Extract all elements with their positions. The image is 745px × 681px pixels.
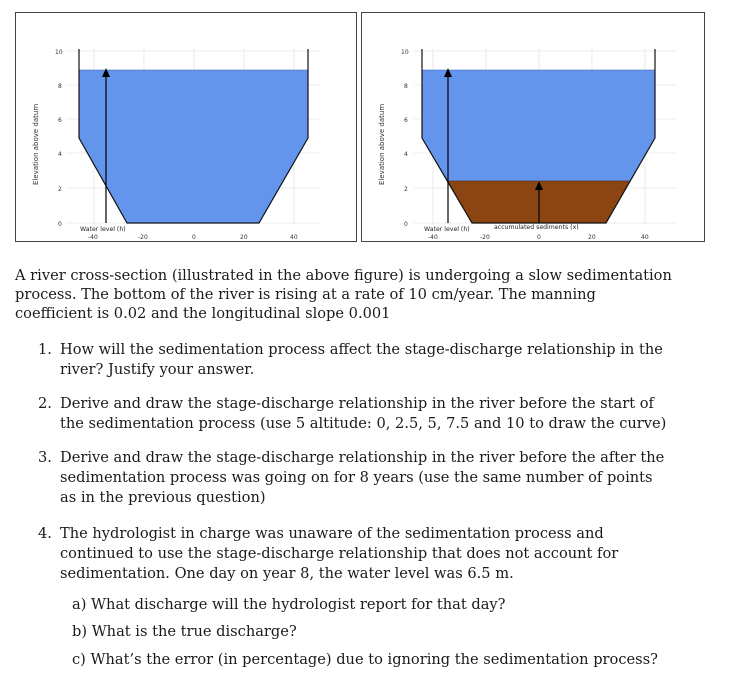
sediment-label: accumulated sediments (x) bbox=[494, 224, 579, 231]
subquestion-text: What is the true discharge? bbox=[91, 623, 297, 640]
x-tick: 20 bbox=[240, 234, 248, 241]
y-axis-label: Elevation above datum bbox=[378, 103, 386, 185]
question-number: 4. bbox=[38, 525, 52, 542]
water-area bbox=[422, 70, 655, 181]
subquestion-b bbox=[72, 622, 297, 641]
question-1 bbox=[38, 340, 668, 380]
question-text: Derive and draw the stage-discharge relationship in the river before the start of the sedimentation process (use 5 altitude: 0, 2.5, 5, 7.5 and 10 to draw the curve) bbox=[60, 395, 667, 432]
subquestion-text: What’s the error (in percentage) due to ignoring the sedimentation process? bbox=[90, 651, 658, 668]
x-tick: 40 bbox=[290, 234, 298, 241]
x-tick: 40 bbox=[641, 234, 649, 241]
y-tick: 0 bbox=[58, 221, 62, 228]
cross-section-plot-after bbox=[362, 13, 706, 243]
x-tick: -40 bbox=[88, 234, 98, 241]
y-tick: 4 bbox=[58, 151, 62, 158]
y-tick: 10 bbox=[401, 49, 409, 56]
y-tick: 0 bbox=[404, 221, 408, 228]
y-tick: 4 bbox=[404, 151, 408, 158]
y-tick: 10 bbox=[55, 49, 63, 56]
question-text: Derive and draw the stage-discharge relationship in the river before the after the sedimentation process was going on for 8 years (use the same number of points as in the previous question) bbox=[60, 449, 665, 506]
subquestion-label: b) bbox=[72, 623, 88, 640]
question-text: The hydrologist in charge was unaware of the sedimentation process and continued to use the stage-discharge relationship that does not account for sedimentation. One day on year 8, the water level was 6.5 m. bbox=[60, 525, 619, 582]
y-axis-label: Elevation above datum bbox=[32, 103, 40, 185]
subquestion-label: c) bbox=[72, 651, 86, 668]
y-tick: 6 bbox=[404, 117, 408, 124]
question-3 bbox=[38, 448, 668, 508]
subquestion-c bbox=[72, 650, 658, 669]
x-tick: 0 bbox=[192, 234, 196, 241]
x-tick: -40 bbox=[428, 234, 438, 241]
y-tick: 2 bbox=[58, 186, 62, 193]
water-area bbox=[79, 70, 308, 223]
x-tick: 0 bbox=[537, 234, 541, 241]
y-tick: 8 bbox=[404, 83, 408, 90]
cross-section-plot-before bbox=[16, 13, 358, 243]
problem-intro: A river cross-section (illustrated in the above figure) is undergoing a slow sedimentation process. The bottom of the river is rising at a rate of 10 cm/year. The manning coefficient is 0.02 and the longitudinal slope 0.001 bbox=[15, 267, 672, 322]
figure-after-sedimentation bbox=[361, 12, 705, 242]
question-text: How will the sedimentation process affect the stage-discharge relationship in the river? Justify your answer. bbox=[60, 341, 663, 378]
question-number: 2. bbox=[38, 395, 52, 412]
y-tick: 8 bbox=[58, 83, 62, 90]
subquestion-a bbox=[72, 595, 506, 614]
question-4 bbox=[38, 524, 668, 584]
figure-before-sedimentation bbox=[15, 12, 357, 242]
x-tick: -20 bbox=[138, 234, 148, 241]
y-tick: 6 bbox=[58, 117, 62, 124]
question-number: 1. bbox=[38, 341, 52, 358]
water-level-label: Water level (h) bbox=[424, 226, 470, 233]
water-level-label: Water level (h) bbox=[80, 226, 126, 233]
x-tick: -20 bbox=[480, 234, 490, 241]
subquestion-text: What discharge will the hydrologist report for that day? bbox=[91, 596, 506, 613]
question-2 bbox=[38, 394, 668, 434]
y-tick: 2 bbox=[404, 186, 408, 193]
subquestion-label: a) bbox=[72, 596, 87, 613]
x-tick: 20 bbox=[588, 234, 596, 241]
question-number: 3. bbox=[38, 449, 52, 466]
